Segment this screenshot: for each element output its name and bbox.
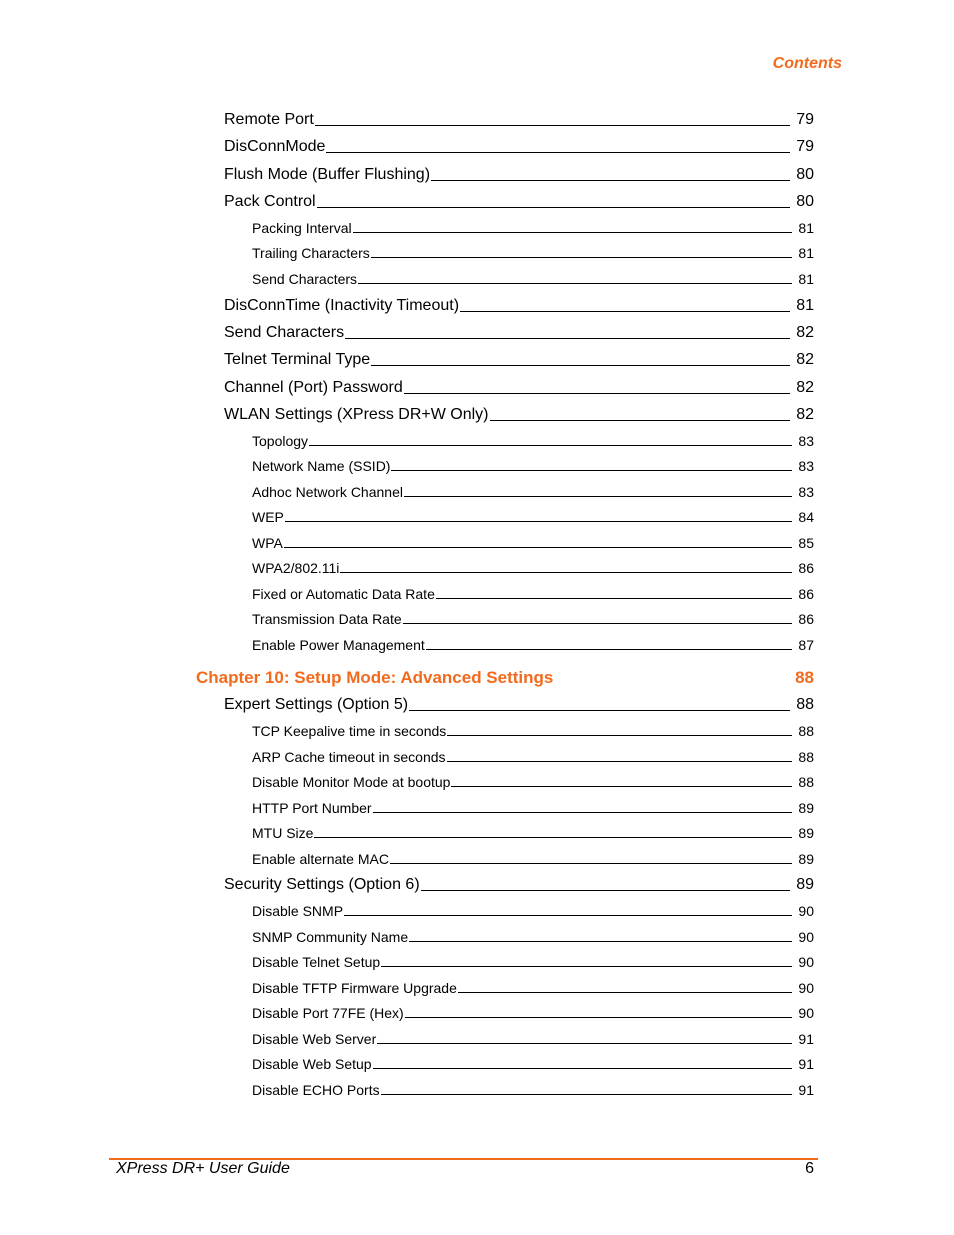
toc-entry-page: 91	[798, 1031, 814, 1047]
dot-leader	[314, 837, 792, 838]
toc-entry-title: Disable Monitor Mode at bootup	[252, 774, 451, 790]
dot-leader	[340, 572, 792, 573]
toc-entry-title: Expert Settings (Option 5)	[224, 696, 409, 713]
toc-entry-page: 88	[798, 749, 814, 765]
toc-entry-title: Transmission Data Rate	[252, 611, 402, 627]
toc-entry-title: Disable Web Setup	[252, 1056, 372, 1072]
dot-leader	[403, 623, 792, 624]
dot-leader	[285, 521, 792, 522]
toc-entry-page: 79	[796, 138, 814, 155]
toc-subentry[interactable]	[252, 980, 814, 996]
toc-entry-title: Adhoc Network Channel	[252, 484, 403, 500]
toc-entry-title: Disable SNMP	[252, 903, 344, 919]
toc-entry[interactable]	[224, 193, 814, 211]
toc-entry-page: 81	[798, 271, 814, 287]
toc-entry-page: 89	[798, 851, 814, 867]
toc-entry-title: Trailing Characters	[252, 245, 370, 261]
dot-leader	[460, 311, 790, 312]
dot-leader	[315, 125, 790, 126]
toc-entry[interactable]	[224, 351, 814, 369]
footer-document-title: XPress DR+ User Guide	[116, 1160, 290, 1177]
toc-entry-title: TCP Keepalive time in seconds	[252, 723, 447, 739]
dot-leader	[451, 786, 792, 787]
dot-leader	[431, 180, 790, 181]
toc-entry-title: Disable Port 77FE (Hex)	[252, 1005, 404, 1021]
toc-subentry[interactable]	[252, 611, 814, 627]
toc-entry-page: 81	[798, 220, 814, 236]
dot-leader	[447, 735, 792, 736]
toc-entry-page: 88	[798, 723, 814, 739]
toc-entry-page: 79	[796, 111, 814, 128]
dot-leader	[309, 445, 792, 446]
toc-entry-title: Send Characters	[252, 271, 358, 287]
dot-leader	[344, 915, 792, 916]
dot-leader	[426, 649, 792, 650]
toc-entry-title: Security Settings (Option 6)	[224, 876, 420, 893]
dot-leader	[317, 207, 790, 208]
dot-leader	[490, 420, 791, 421]
toc-entry-title: Disable TFTP Firmware Upgrade	[252, 980, 457, 996]
dot-leader	[284, 547, 792, 548]
toc-subentry[interactable]	[252, 637, 814, 653]
toc-entry-page: 85	[798, 535, 814, 551]
dot-leader	[345, 338, 790, 339]
toc-entry-page: 86	[798, 611, 814, 627]
toc-subentry[interactable]	[252, 774, 814, 790]
toc-entry-page: 90	[798, 980, 814, 996]
dot-leader	[404, 496, 792, 497]
toc-entry-title: Enable Power Management	[252, 637, 425, 653]
toc-subentry[interactable]	[252, 245, 814, 261]
toc-entry-page: 86	[798, 586, 814, 602]
dot-leader	[353, 232, 792, 233]
toc-entry[interactable]	[224, 166, 814, 184]
toc-entry[interactable]	[224, 138, 814, 156]
toc-entry-title: Topology	[252, 433, 309, 449]
toc-entry-title: Network Name (SSID)	[252, 458, 391, 474]
toc-entry-page: 90	[798, 1005, 814, 1021]
toc-entry-page: 80	[796, 166, 814, 183]
toc-subentry[interactable]	[252, 560, 814, 576]
toc-entry-title: Disable ECHO Ports	[252, 1082, 380, 1098]
toc-subentry[interactable]	[252, 1031, 814, 1047]
toc-entry-title: WEP	[252, 509, 284, 525]
toc-entry-title: Send Characters	[224, 324, 345, 341]
dot-leader	[447, 761, 792, 762]
toc-subentry[interactable]	[252, 903, 814, 919]
toc-subentry[interactable]	[252, 749, 814, 765]
toc-entry-title: Telnet Terminal Type	[224, 351, 371, 368]
dot-leader	[371, 257, 792, 258]
toc-subentry[interactable]	[252, 1056, 814, 1072]
toc-entry[interactable]	[224, 379, 814, 397]
toc-entry-title: Flush Mode (Buffer Flushing)	[224, 166, 431, 183]
dot-leader	[377, 1043, 792, 1044]
toc-entry-page: 91	[798, 1082, 814, 1098]
toc-subentry[interactable]	[252, 509, 814, 525]
running-header: Contents	[772, 55, 842, 72]
toc-entry-title: WLAN Settings (XPress DR+W Only)	[224, 406, 489, 423]
toc-entry-title: SNMP Community Name	[252, 929, 409, 945]
toc-entry-page: 82	[796, 406, 814, 423]
toc-entry-page: 90	[798, 954, 814, 970]
toc-entry-page: 86	[798, 560, 814, 576]
toc-entry-title: HTTP Port Number	[252, 800, 372, 816]
toc-entry[interactable]	[224, 324, 814, 342]
toc-subentry[interactable]	[252, 954, 814, 970]
toc-subentry[interactable]	[252, 586, 814, 602]
toc-entry-title: WPA2/802.11i	[252, 560, 340, 576]
toc-entry-page: 81	[798, 245, 814, 261]
toc-entry-title: ARP Cache timeout in seconds	[252, 749, 446, 765]
toc-subentry[interactable]	[252, 851, 814, 867]
dot-leader	[371, 365, 790, 366]
dot-leader	[381, 966, 792, 967]
toc-entry-page: 84	[798, 509, 814, 525]
toc-subentry[interactable]	[252, 825, 814, 841]
toc-entry-page: 83	[798, 458, 814, 474]
toc-subentry[interactable]	[252, 929, 814, 945]
toc-entry-title: Enable alternate MAC	[252, 851, 389, 867]
dot-leader	[381, 1094, 792, 1095]
toc-entry-page: 91	[798, 1056, 814, 1072]
dot-leader	[373, 812, 792, 813]
toc-entry-page: 88	[798, 774, 814, 790]
dot-leader	[404, 393, 790, 394]
toc-subentry[interactable]	[252, 723, 814, 739]
toc-entry-page: 90	[798, 903, 814, 919]
dot-leader	[358, 283, 792, 284]
toc-entry-page: 80	[796, 193, 814, 210]
dot-leader	[326, 152, 790, 153]
toc-entry-title: DisConnTime (Inactivity Timeout)	[224, 297, 460, 314]
dot-leader	[390, 863, 792, 864]
toc-entry-page: 88	[796, 696, 814, 713]
toc-entry-title: Channel (Port) Password	[224, 379, 403, 396]
dot-leader	[391, 470, 792, 471]
toc-entry-page: 82	[796, 351, 814, 368]
toc-subentry[interactable]	[252, 458, 814, 474]
toc-entry-page: 87	[798, 637, 814, 653]
toc-entry-title: Disable Telnet Setup	[252, 954, 381, 970]
toc-entry-page: 82	[796, 379, 814, 396]
toc-subentry[interactable]	[252, 1005, 814, 1021]
toc-entry[interactable]	[224, 406, 814, 424]
toc-entry-page: 89	[798, 800, 814, 816]
toc-entry-page: 89	[798, 825, 814, 841]
toc-entry-title: Packing Interval	[252, 220, 352, 236]
toc-entry-title: Fixed or Automatic Data Rate	[252, 586, 435, 602]
toc-entry-page: 81	[796, 297, 814, 314]
toc-entry-title: WPA	[252, 535, 283, 551]
toc-entry-page: 89	[796, 876, 814, 893]
chapter-title: Chapter 10: Setup Mode: Advanced Settings	[196, 668, 554, 687]
dot-leader	[421, 890, 790, 891]
toc-subentry[interactable]	[252, 220, 814, 236]
toc-subentry[interactable]	[252, 800, 814, 816]
toc-chapter-heading[interactable]	[196, 668, 814, 688]
toc-entry-title: Remote Port	[224, 111, 314, 128]
toc-entry[interactable]	[224, 297, 814, 315]
toc-subentry[interactable]	[252, 433, 814, 449]
toc-subentry[interactable]	[252, 484, 814, 500]
toc-entry-title: DisConnMode	[224, 138, 326, 155]
toc-entry-page: 83	[798, 484, 814, 500]
dot-leader	[458, 992, 792, 993]
toc-entry-title: Pack Control	[224, 193, 316, 210]
dot-leader	[373, 1068, 792, 1069]
dot-leader	[409, 710, 790, 711]
toc-subentry[interactable]	[252, 271, 814, 287]
toc-entry-title: MTU Size	[252, 825, 314, 841]
dot-leader	[409, 941, 792, 942]
toc-entry[interactable]	[224, 111, 814, 129]
toc-subentry[interactable]	[252, 535, 814, 551]
toc-subentry[interactable]	[252, 1082, 814, 1098]
toc-entry[interactable]	[224, 876, 814, 894]
toc-entry-page: 90	[798, 929, 814, 945]
toc-entry[interactable]	[224, 696, 814, 714]
chapter-page: 88	[795, 668, 814, 687]
toc-entry-page: 83	[798, 433, 814, 449]
toc-entry-page: 82	[796, 324, 814, 341]
dot-leader	[405, 1017, 792, 1018]
toc-entry-title: Disable Web Server	[252, 1031, 377, 1047]
footer-page-number: 6	[805, 1160, 814, 1177]
dot-leader	[436, 598, 792, 599]
